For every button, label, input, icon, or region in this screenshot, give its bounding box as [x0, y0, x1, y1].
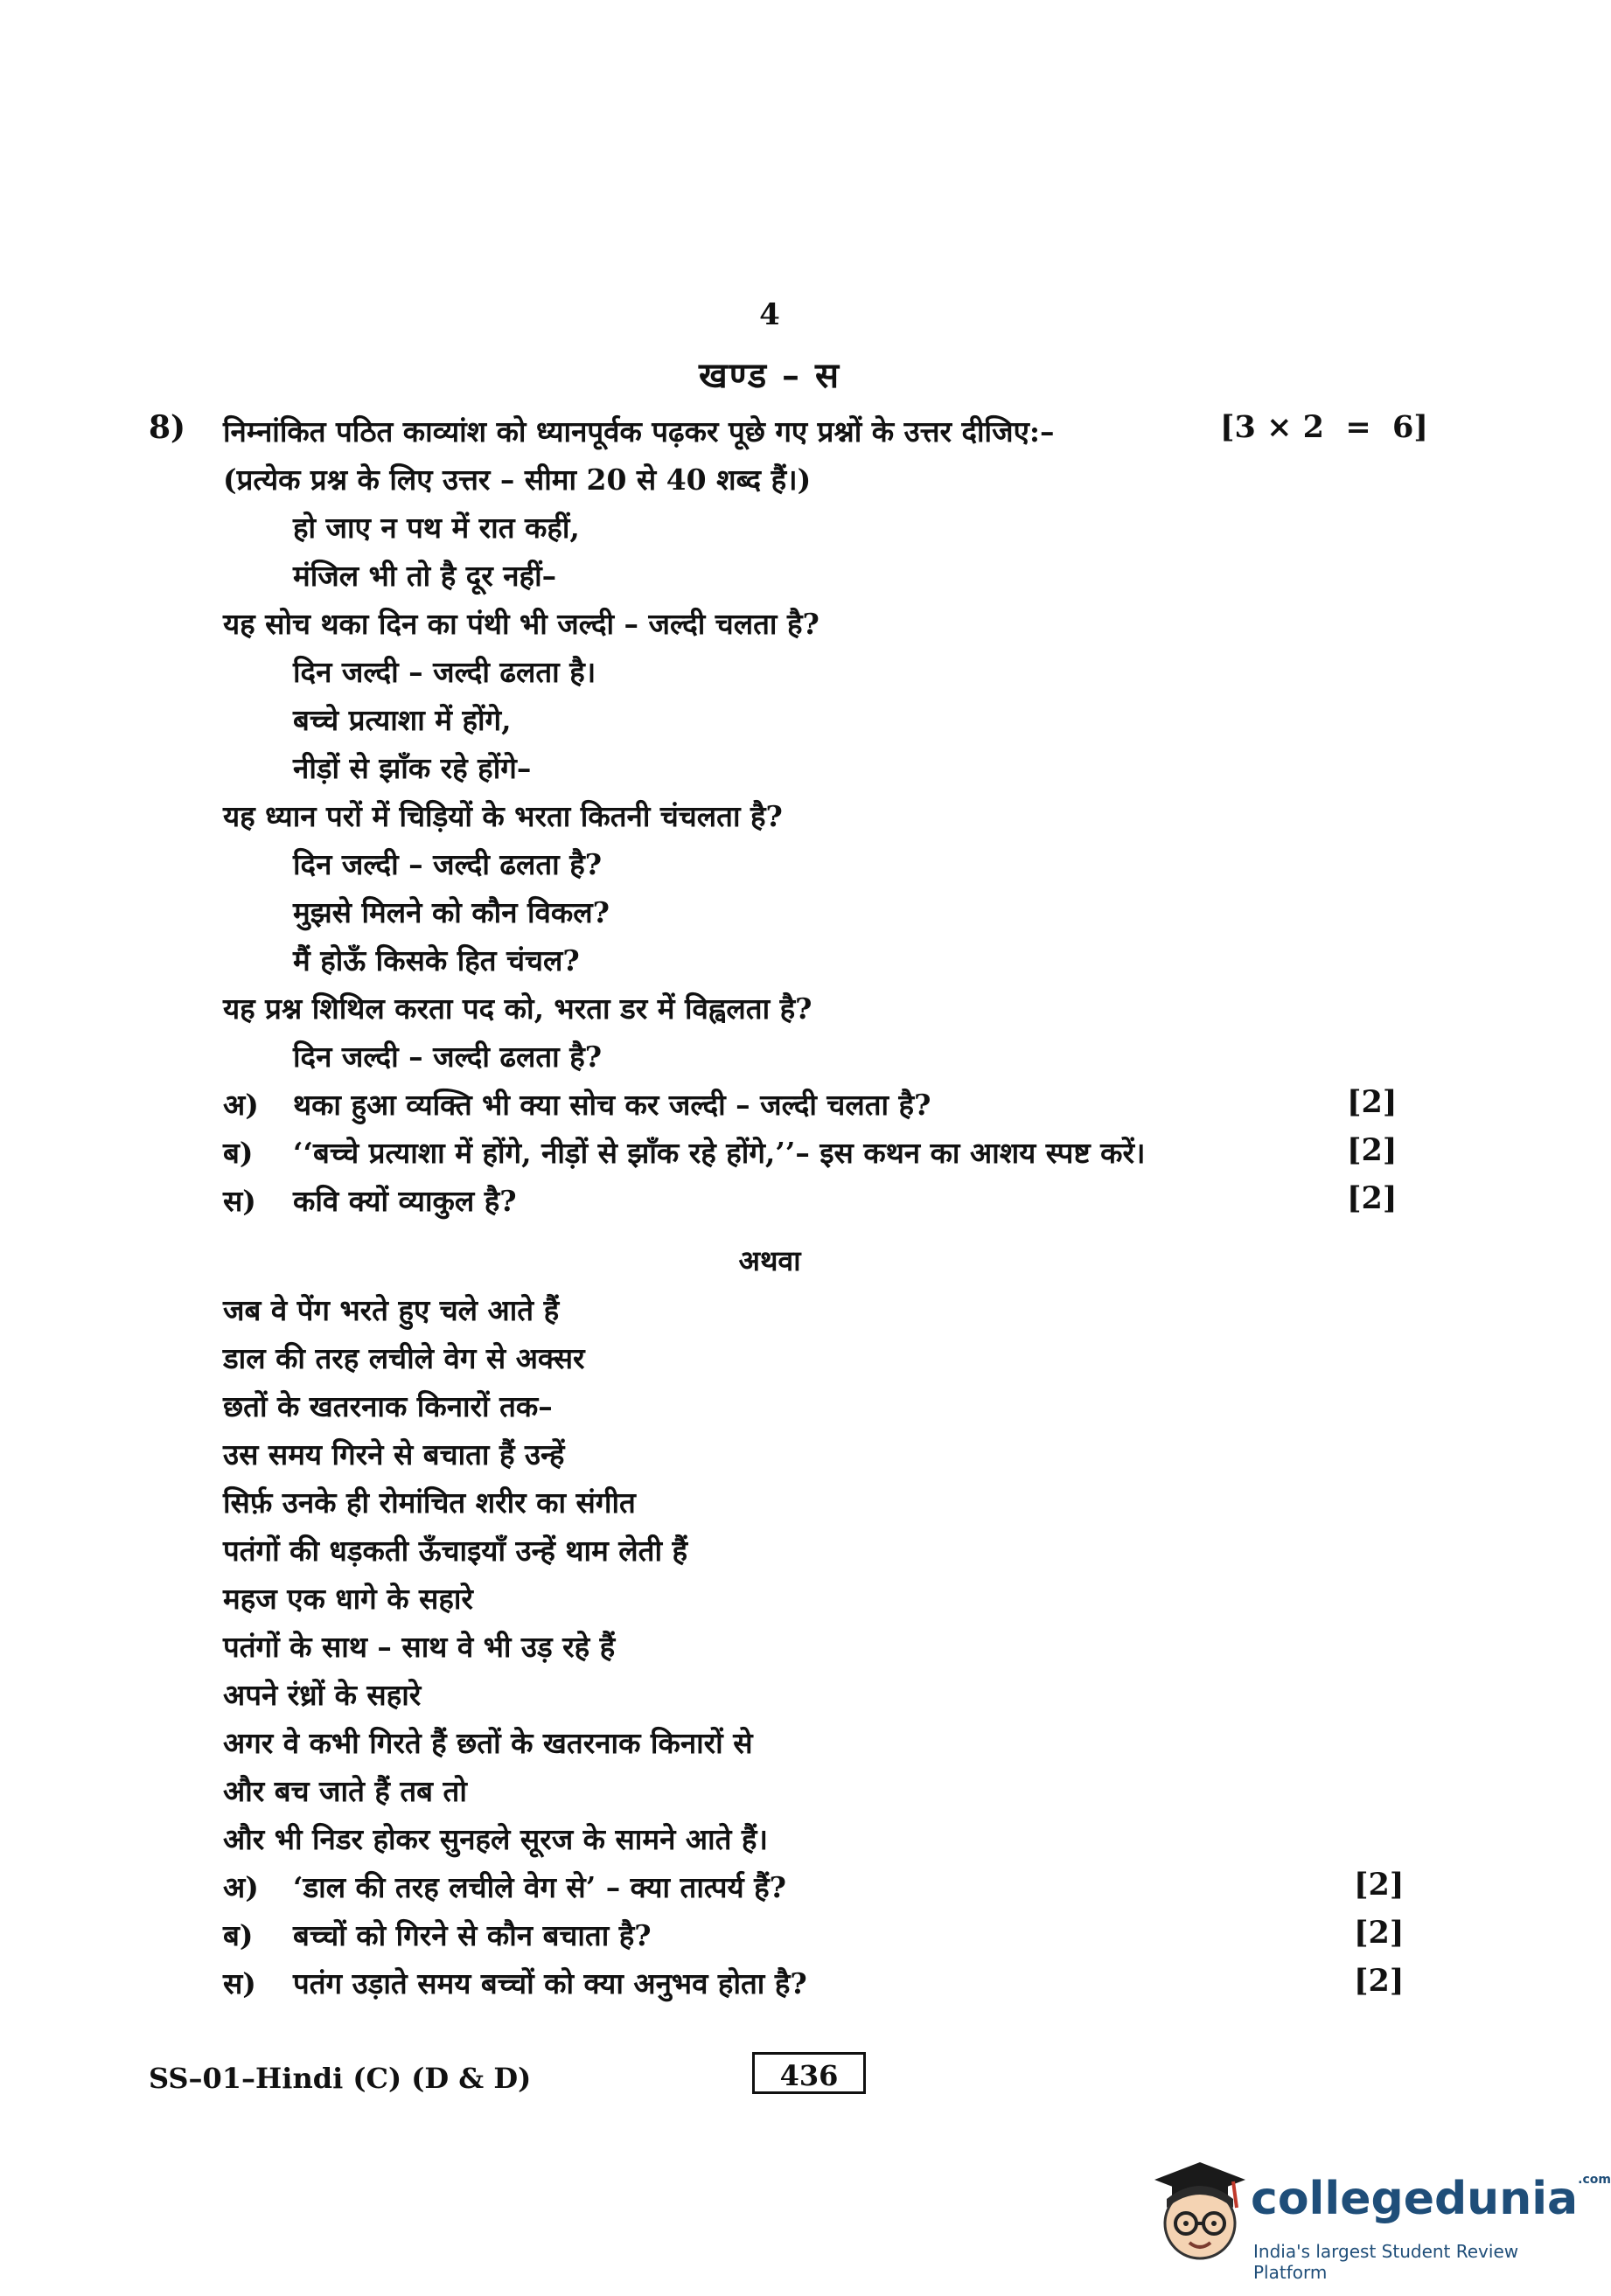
- poem2-line: डाल की तरह लचीले वेग से अक्सर: [223, 1341, 585, 1375]
- sub-question-text: थका हुआ व्यक्ति भी क्या सोच कर जल्दी – जल्दी चलता है?: [293, 1088, 931, 1122]
- poem1-line: यह सोच थका दिन का पंथी भी जल्दी – जल्दी चलता है?: [223, 607, 819, 641]
- logo-wordmark: [1251, 2173, 1611, 2225]
- question-instruction: निम्नांकित पठित काव्यांश को ध्यानपूर्वक पढ़कर पूछे गए प्रश्नों के उत्तर दीजिए:–: [223, 414, 1055, 449]
- question-number: 8): [149, 409, 186, 446]
- poem1-line: मुझसे मिलने को कौन विकल?: [293, 895, 610, 929]
- sub-question-marks: [2]: [1354, 1867, 1405, 1903]
- sub-question-marks: [2]: [1354, 1915, 1405, 1951]
- mascot-icon: [1137, 2146, 1251, 2278]
- poem2-line: और भी निडर होकर सुनहले सूरज के सामने आते हैं।: [223, 1822, 768, 1856]
- sub-question-text: ‘‘बच्चे प्रत्याशा में होंगे, नीड़ों से झाँक रहे होंगे,’’– इस कथन का आशय स्पष्ट करें।: [293, 1136, 1146, 1170]
- page-number: 4: [759, 297, 780, 332]
- poem1-line: दिन जल्दी – जल्दी ढलता है?: [293, 847, 603, 881]
- poem2-line: अपने रंध्रों के सहारे: [223, 1678, 422, 1712]
- poem2-line: उस समय गिरने से बचाता हैं उन्हें: [223, 1437, 565, 1472]
- poem1-line: नीड़ों से झाँक रहे होंगे–: [293, 751, 532, 785]
- question-word-limit-note: (प्रत्येक प्रश्न के लिए उत्तर – सीमा 20 से 40 शब्द हैं।): [223, 463, 812, 497]
- page-code-box: 436: [752, 2052, 866, 2094]
- sub-question-text: पतंग उड़ाते समय बच्चों को क्या अनुभव होता है?: [293, 1966, 807, 2000]
- collegedunia-logo: [1137, 2146, 1611, 2283]
- sub-question-marks: [2]: [1347, 1132, 1398, 1168]
- poem1-line: दिन जल्दी – जल्दी ढलता है।: [293, 655, 596, 689]
- poem2-line: जब वे पेंग भरते हुए चले आते हैं: [223, 1293, 560, 1327]
- sub-question-label: स): [223, 1184, 256, 1218]
- poem1-line: यह ध्यान परों में चिड़ियों के भरता कितनी चंचलता है?: [223, 799, 783, 833]
- poem2-line: महज एक धागे के सहारे: [223, 1582, 473, 1616]
- poem1-line: बच्चे प्रत्याशा में होंगे,: [293, 703, 512, 737]
- paper-code: SS–01–Hindi (C) (D & D): [149, 2062, 532, 2095]
- logo-tagline: India's largest Student Review Platform: [1253, 2241, 1519, 2283]
- sub-question-label: ब): [223, 1918, 254, 1952]
- poem2-line: और बच जाते हैं तब तो: [223, 1774, 467, 1808]
- poem2-line: छतों के खतरनाक किनारों तक–: [223, 1389, 553, 1423]
- question-marks: [3 × 2 = 6]: [1220, 409, 1428, 445]
- poem2-line: सिर्फ़ उनके ही रोमांचित शरीर का संगीत: [223, 1485, 636, 1520]
- poem1-line: मैं होऊँ किसके हित चंचल?: [293, 943, 580, 978]
- poem1-line: हो जाए न पथ में रात कहीं,: [293, 511, 580, 545]
- sub-question-marks: [2]: [1347, 1084, 1398, 1120]
- sub-question-label: अ): [223, 1088, 259, 1122]
- or-separator: अथवा: [738, 1244, 801, 1277]
- sub-question-text: ‘डाल की तरह लचीले वेग से’ – क्या तात्पर्य हैं?: [293, 1870, 787, 1904]
- logo-suffix: .com: [1578, 2173, 1611, 2187]
- poem1-line: मंजिल भी तो है दूर नहीं–: [293, 559, 557, 593]
- sub-question-label: ब): [223, 1136, 254, 1170]
- sub-question-text: कवि क्यों व्याकुल है?: [293, 1184, 517, 1218]
- poem1-line: यह प्रश्न शिथिल करता पद को, भरता डर में विह्वलता है?: [223, 991, 812, 1026]
- sub-question-marks: [2]: [1347, 1180, 1398, 1216]
- sub-question-label: स): [223, 1966, 256, 2000]
- sub-question-label: अ): [223, 1870, 259, 1904]
- poem2-line: अगर वे कभी गिरते हैं छतों के खतरनाक किनारों से: [223, 1726, 753, 1760]
- poem2-line: पतंगों के साथ – साथ वे भी उड़ रहे हैं: [223, 1630, 616, 1664]
- sub-question-text: बच्चों को गिरने से कौन बचाता है?: [293, 1918, 652, 1952]
- logo-name: collegedunia: [1251, 2173, 1579, 2225]
- sub-question-marks: [2]: [1354, 1963, 1405, 1999]
- poem1-line: दिन जल्दी – जल्दी ढलता है?: [293, 1040, 603, 1074]
- section-title: खण्ड – स: [698, 355, 840, 396]
- poem2-line: पतंगों की धड़कती ऊँचाइयाँ उन्हें थाम लेती हैं: [223, 1534, 688, 1568]
